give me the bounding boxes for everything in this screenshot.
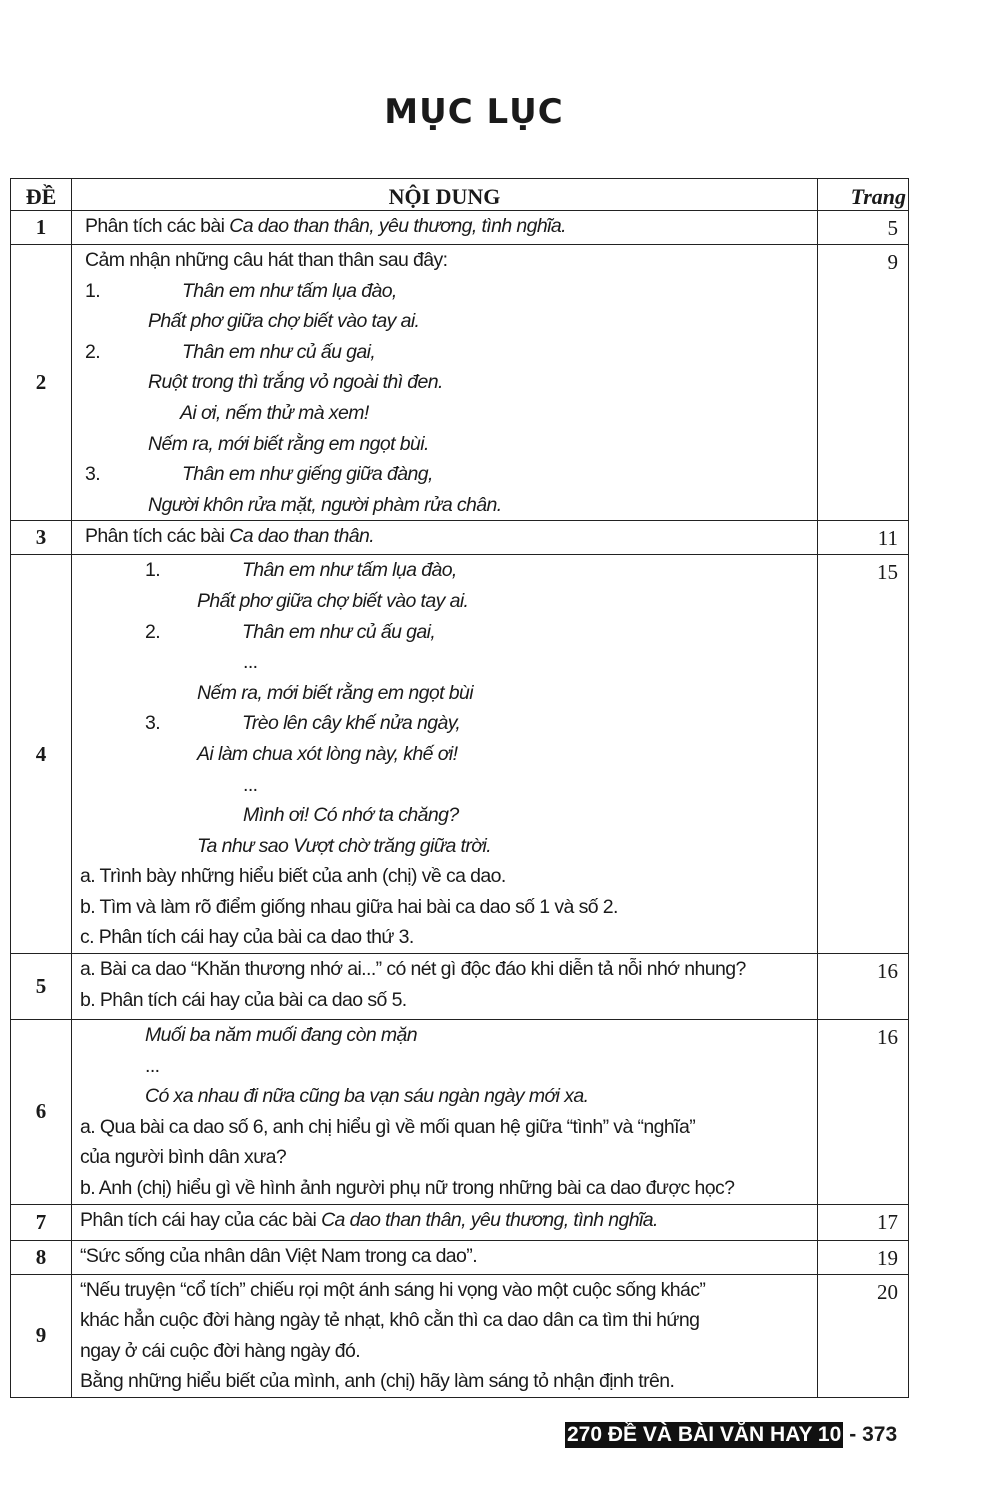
toc-row: [11, 1240, 909, 1274]
content-line: [80, 617, 817, 648]
content-line: a. Bài ca dao “Khăn thương nhớ ai...” có nét gì độc đáo khi diễn tả nỗi nhớ nhung?: [80, 958, 746, 981]
verse-text: Trèo lên cây khế nửa ngày,: [242, 712, 461, 735]
content-line: Mình ơi! Có nhớ ta chăng?: [243, 804, 459, 827]
work-title: Ca dao than thân, yêu thương, tình nghĩa.: [229, 215, 566, 237]
page-ref[interactable]: 19: [818, 1240, 909, 1274]
line-text: Phân tích các bài: [85, 525, 230, 548]
content-line: Nếm ra, mới biết rằng em ngọt bùi: [197, 681, 473, 704]
row-number: 4: [11, 555, 72, 954]
toc-row: [11, 954, 909, 1020]
content-line: Ai làm chua xót lòng này, khế ơi!: [197, 742, 458, 765]
content-line: a. Trình bày những hiểu biết của anh (chị) về ca dao.: [80, 865, 506, 888]
row-number: 1: [11, 211, 72, 245]
page-number: - 373: [849, 1423, 898, 1446]
content-line: Nếm ra, mới biết rằng em ngọt bùi.: [148, 432, 429, 455]
content-line: Có xa nhau đi nữa cũng ba vạn sáu ngàn ngày mới xa.: [145, 1085, 589, 1108]
row-content: [72, 954, 818, 1020]
page-ref[interactable]: 20: [818, 1274, 909, 1397]
page-ref[interactable]: 9: [818, 245, 909, 521]
line-text: Phân tích các bài: [85, 215, 230, 237]
table-header: [11, 179, 909, 211]
content-line: của người bình dân xưa?: [80, 1146, 287, 1169]
row-content: [72, 1204, 818, 1240]
content-line: ...: [243, 651, 258, 674]
content-line: ...: [243, 773, 258, 796]
content-line: Ruột trong thì trắng vỏ ngoài thì đen.: [148, 371, 443, 394]
verse-number: 2.: [145, 620, 161, 643]
toc-row: [11, 245, 909, 521]
content-line: [80, 276, 817, 307]
line-text: Phân tích cái hay của các bài: [80, 1208, 322, 1231]
content-line: [80, 1205, 817, 1236]
content-line: Cảm nhận những câu hát than thân sau đây:: [85, 249, 448, 271]
header-content: NỘI DUNG: [72, 179, 818, 211]
row-content: [72, 555, 818, 954]
row-content: [72, 1274, 818, 1397]
content-line: a. Qua bài ca dao số 6, anh chị hiểu gì về mối quan hệ giữa “tình” và “nghĩa”: [80, 1115, 696, 1138]
content-line: Muối ba năm muối đang còn mặn: [145, 1024, 418, 1047]
verse-text: Thân em như tấm lụa đào,: [182, 279, 397, 302]
row-number: 3: [11, 521, 72, 555]
content-line: b. Phân tích cái hay của bài ca dao số 5.: [80, 988, 407, 1011]
verse-number: 1.: [85, 279, 101, 302]
row-number: 5: [11, 954, 72, 1020]
content-line: ngay ở cái cuộc đời hàng ngày đó.: [80, 1339, 361, 1362]
content-line: b. Tìm và làm rõ điểm giống nhau giữa hai bài ca dao số 1 và số 2.: [80, 895, 618, 918]
content-line: “Sức sống của nhân dân Việt Nam trong ca dao”.: [80, 1244, 478, 1267]
row-number: 8: [11, 1240, 72, 1274]
row-number: 9: [11, 1274, 72, 1397]
content-line: [80, 211, 817, 242]
content-line: “Nếu truyện “cổ tích” chiếu rọi một ánh sáng hi vọng vào một cuộc sống khác”: [80, 1278, 706, 1301]
verse-text: Thân em như củ ấu gai,: [242, 620, 436, 643]
content-line: [80, 555, 817, 586]
content-line: Phất phơ giữa chợ biết vào tay ai.: [148, 310, 420, 333]
content-line: Phất phơ giữa chợ biết vào tay ai.: [197, 589, 469, 612]
content-line: [80, 337, 817, 368]
toc-row: [11, 1204, 909, 1240]
row-content: [72, 521, 818, 555]
content-line: ...: [145, 1054, 160, 1077]
toc-row: [11, 555, 909, 954]
page-ref[interactable]: 17: [818, 1204, 909, 1240]
row-number: 2: [11, 245, 72, 521]
content-line: [80, 708, 817, 739]
row-content: [72, 245, 818, 521]
content-line: [80, 521, 817, 552]
page-ref[interactable]: 15: [818, 555, 909, 954]
verse-number: 1.: [145, 559, 161, 582]
page-footer: [565, 1422, 897, 1448]
work-title: Ca dao than thân.: [229, 525, 375, 548]
row-content: [72, 211, 818, 245]
page-ref[interactable]: 16: [818, 954, 909, 1020]
verse-number: 2.: [85, 340, 101, 363]
verse-text: Thân em như tấm lụa đào,: [242, 559, 457, 582]
row-number: 7: [11, 1204, 72, 1240]
toc-row: [11, 1020, 909, 1205]
toc-row: [11, 521, 909, 555]
content-line: [80, 459, 817, 490]
book-title: 270 ĐỀ VÀ BÀI VĂN HAY 10: [567, 1423, 842, 1446]
row-number: 6: [11, 1020, 72, 1205]
page-ref[interactable]: 5: [818, 211, 909, 245]
content-line: Ta như sao Vượt chờ trăng giữa trời.: [197, 834, 492, 857]
toc-row: [11, 1274, 909, 1397]
work-title: Ca dao than thân, yêu thương, tình nghĩa.: [321, 1208, 658, 1231]
content-line: khác hẳn cuộc đời hàng ngày tẻ nhạt, khô cằn thì ca dao dân ca tìm thi hứng: [80, 1309, 700, 1332]
verse-text: Thân em như củ ấu gai,: [182, 340, 376, 363]
content-line: Người khôn rửa mặt, người phàm rửa chân.: [148, 493, 502, 516]
content-line: b. Anh (chị) hiểu gì về hình ảnh người phụ nữ trong những bài ca dao được học?: [80, 1177, 735, 1200]
content-line: Bằng những hiểu biết của mình, anh (chị) hãy làm sáng tỏ nhận định trên.: [80, 1370, 675, 1393]
verse-text: Thân em như giếng giữa đàng,: [182, 463, 433, 486]
content-line: c. Phân tích cái hay của bài ca dao thứ 3.: [80, 926, 414, 949]
header-de: ĐỀ: [11, 179, 72, 211]
page-title: MỤC LỤC: [384, 92, 564, 132]
page-ref[interactable]: 11: [818, 521, 909, 555]
header-page: Trang: [818, 179, 909, 211]
toc-row: [11, 211, 909, 245]
page-ref[interactable]: 16: [818, 1020, 909, 1205]
row-content: [72, 1240, 818, 1274]
verse-number: 3.: [85, 463, 101, 486]
row-content: [72, 1020, 818, 1205]
table-of-contents: [10, 178, 909, 1398]
content-line: Ai ơi, nếm thử mà xem!: [180, 401, 369, 424]
verse-number: 3.: [145, 712, 161, 735]
